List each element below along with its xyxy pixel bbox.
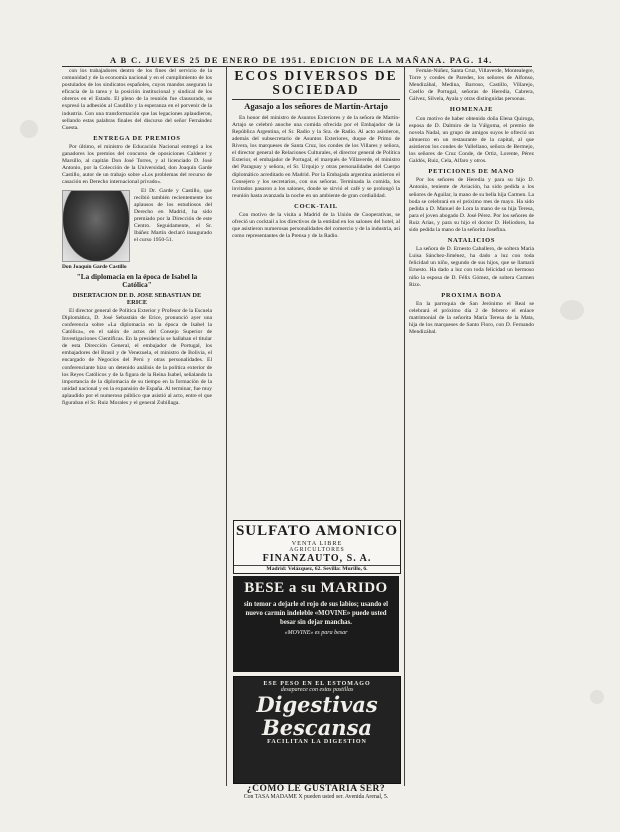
- ad-como-gustaria: [233, 784, 399, 808]
- running-head: A B C. JUEVES 25 DE ENERO DE 1951. EDICION DE LA MAÑANA. PAG. 14.: [110, 55, 493, 65]
- article-headline: "La diplomacia en la época de Isabel la Católica": [76, 272, 198, 289]
- paper-stain: [20, 120, 38, 138]
- article-paragraph: En la parroquia de San Jerónimo el Real se celebrará el próximo día 2 de febrero el enlace matrimonial de la señorita María Teresa de la Mata, hija de los marqueses de Santo Floro, con D. Fernando Mendizábal.: [409, 300, 534, 336]
- photo-caption: Don Joaquín Garde Castillo: [62, 263, 127, 270]
- portrait-photo: [62, 190, 130, 262]
- article-paragraph: La señora de D. Ernesto Caballero, de soltera María Luisa Sánchez-Jiménez, ha dado a luz con toda felicidad un niño, segundo de sus hijos, que se llamará Ernesto. Ha dado a luz con toda felicidad un hermoso niño la esposa de D. Félix Gómez, de soltera Carmen Rizo.: [409, 246, 534, 288]
- ad-text: sin temor a dejarle el rojo de sus labios; usando el nuevo carmín indeleble «MOVINE» puede usted besar sin dejar manchas.: [244, 601, 388, 626]
- section-title: ECOS DIVERSOS DE SOCIEDAD: [232, 69, 400, 100]
- article-headline: Agasajo a los señores de Martín-Artajo: [244, 101, 388, 111]
- ad-tagline: «MOVINE» es para besar: [284, 630, 348, 636]
- article-subheading: DISERTACION DE D. JOSE SEBASTIAN DE ERICE: [72, 291, 202, 306]
- article-paragraph: Por último, el ministro de Educación Nacional entregó a los ganadores los premios del concurso de oposiciones Calderer y Marsillo, al capitán Don José Torres, y al licenciado D. José Antonio, por la Colección de la Universidad, don Joaquín Garde Castillo, autor de un trabajo sobre «Los problemas del recurso de casación en Derecho internacional privado».: [62, 143, 212, 186]
- column-center: [232, 68, 400, 516]
- section-heading: PROXIMA BODA: [441, 291, 502, 299]
- article-paragraph: El Dr. Garde y Castillo, que recibió también recientemente los aplausos de los estudiosos del Derecho en Madrid, ha sido premiado por la Dirección de este Centro. Seguidamente, el Sr. Ibáñez Martín declaró inaugurado el curso 1950-51.: [134, 187, 212, 244]
- section-heading: NATALICIOS: [447, 237, 496, 245]
- article-paragraph: con los trabajadores dentro de los fines del servicio de la comunidad y de la economía nacional y en el cumplimiento de los postulados de los sindicatos españoles, cuyos mandos aseguran la eficacia de la tarea y la posición institucional y sindical de los obreros en el Estado. El pleno de la reunión fue clausurado, se expresó la adhesión al Caudillo y la esperanza en el porvenir de la industria. Con una transformación que las legaciones aplaudieron, sellando estas palabras finales del discurso del señor Fernández Cuesta.: [62, 68, 212, 131]
- column-right: [409, 68, 534, 786]
- ad-top-line: ESE PESO EN EL ESTOMAGO: [263, 681, 371, 687]
- ad-line: AGRICULTORES: [289, 547, 345, 553]
- section-heading: COCK-TAIL: [294, 202, 338, 210]
- column-left: [62, 68, 212, 786]
- ad-digestivas: [233, 676, 401, 784]
- section-heading: PETICIONES DE MANO: [428, 168, 515, 176]
- ad-bese-marido: [233, 576, 399, 672]
- column-divider: [226, 66, 227, 786]
- paper-stain: [590, 690, 604, 704]
- paper-stain: [560, 300, 584, 320]
- section-heading: HOMENAJE: [449, 106, 494, 114]
- ad-title: ¿COMO LE GUSTARIA SER?: [246, 784, 386, 794]
- article-paragraph: Por los señores de Heredia y para su hijo D. Antonio, teniente de Aviación, ha sido pedida a los señores de Aguilar, la mano de su bella hija Carmen. La boda se celebrará en el próximo mes de mayo. Ha sido pedida a D. Manuel de Lora la mano de su hija Teresa, para el joven abogado D. José Pérez. Por los señores de Ruiz Arias, y para su hijo el doctor D. Heliodoro, ha sido pedida la mano de la señorita Josefina.: [409, 177, 534, 233]
- article-paragraph: Con motivo de la visita a Madrid de la Unión de Cooperativas, se ofreció un cocktail a los directivos de la entidad en los salones del hotel, al que asistieron numerosas personalidades del comercio y de la industria, así como representantes de la Prensa y de la Radio.: [232, 212, 400, 240]
- ad-line: VENTA LIBRE: [291, 540, 343, 547]
- section-heading: ENTREGA DE PREMIOS: [93, 134, 181, 142]
- ad-sulfato-amonico: [233, 520, 401, 574]
- ad-title: SULFATO AMONICO: [235, 523, 399, 539]
- article-paragraph: En honor del ministro de Asuntos Exteriores y de la señora de Martín-Artajo se celebró anoche una comida ofrecida por el Embajador de la República Argentina, el Sr. Radio y la Sra. de Radio. Al acto asistieron, además del subsecretario de Asuntos Exteriores, duque de Primo de Rivera, los marqueses de Santa Cruz, los condes de los Villares y señora, el director general de Relaciones Culturales, el director general de Política Exterior, el embajador de Portugal, el marqués de Villaverde, el ministro del Paraguay y señora, el Sr. Urquijo y otras personalidades del Cuerpo diplomático acreditado en Madrid. Por la Embajada argentina asistieron el Consejero y los secretarios, con sus señoras. Terminada la comida, los invitados pasaron a los salones, donde se sirvió el café y se prolongó la reunión hasta avanzada la noche en un ambiente de gran cordialidad.: [232, 114, 400, 199]
- article-paragraph: Con motivo de haber obtenido doña Elena Quiroga, esposa de D. Dalmiro de la Válgoma, el premio de novela Nadal, un grupo de amigos suyos le ofreció un almuerzo en un restaurante de la capital, al que asistieron los condes de Vallellano, señora de Bermejo, los señores de Cruz Conde, de Ortiz, Lorente, Pérez Galdós, Ruiz, Cela, Alfaro y otros.: [409, 115, 534, 165]
- ad-text: Con TASA MADAME X pueden usted ser. Avenida Arenal, 5.: [243, 794, 389, 800]
- ad-brand: FINANZAUTO, S. A.: [262, 553, 372, 564]
- ad-address: Madrid: Velázquez, 62. Sevilla: Murillo, 6.: [234, 565, 400, 572]
- ad-brand: Digestivas Bescansa: [256, 692, 378, 740]
- ad-title: BESE a su MARIDO: [244, 580, 388, 596]
- ad-bottom-line: FACILITAN LA DIGESTION: [267, 739, 367, 745]
- column-divider: [404, 66, 405, 786]
- article-paragraph: Fernán-Núñez, Santa Cruz, Villaverde, Montealegre, Torre y condes de Paredes, los señores de Alfonso, Mendizábal, Medina, Barroso, Castillo, Villarejo, Coello de Portugal, señoras de Heredia, Cabrera, Gálvez, Silvela, Ayala y otras distinguidas personas.: [409, 68, 534, 103]
- article-paragraph: El director general de Política Exterior y Profesor de la Escuela Diplomática, D. José Sebastián de Erice, pronunció ayer una conferencia sobre «La diplomacia en la época de Isabel la Católica», en el salón de actos del Consejo Superior de Investigaciones Científicas. En la presidencia se hallaban el titular de esta Dirección General, el embajador de Portugal, los embajadores del Brasil y de Venezuela, el ministro de Bolivia, el encargado de Negocios del Perú y otras personalidades. El conferenciante hizo un detenido análisis de la política exterior de los Reyes Católicos y de la figura de la Reina Isabel, señalando la importancia de la diplomacia de su tiempo en la formación de la unidad nacional y en la expansión de España. Al terminar, fue muy aplaudido por el numeroso público que asistió al acto, entre el que figuraban el Sr. Ruiz Morales y el general Zubillaga.: [62, 307, 212, 406]
- header-rule: [62, 66, 532, 67]
- ad-sub-line: desaparece con estas pastillas: [280, 687, 354, 693]
